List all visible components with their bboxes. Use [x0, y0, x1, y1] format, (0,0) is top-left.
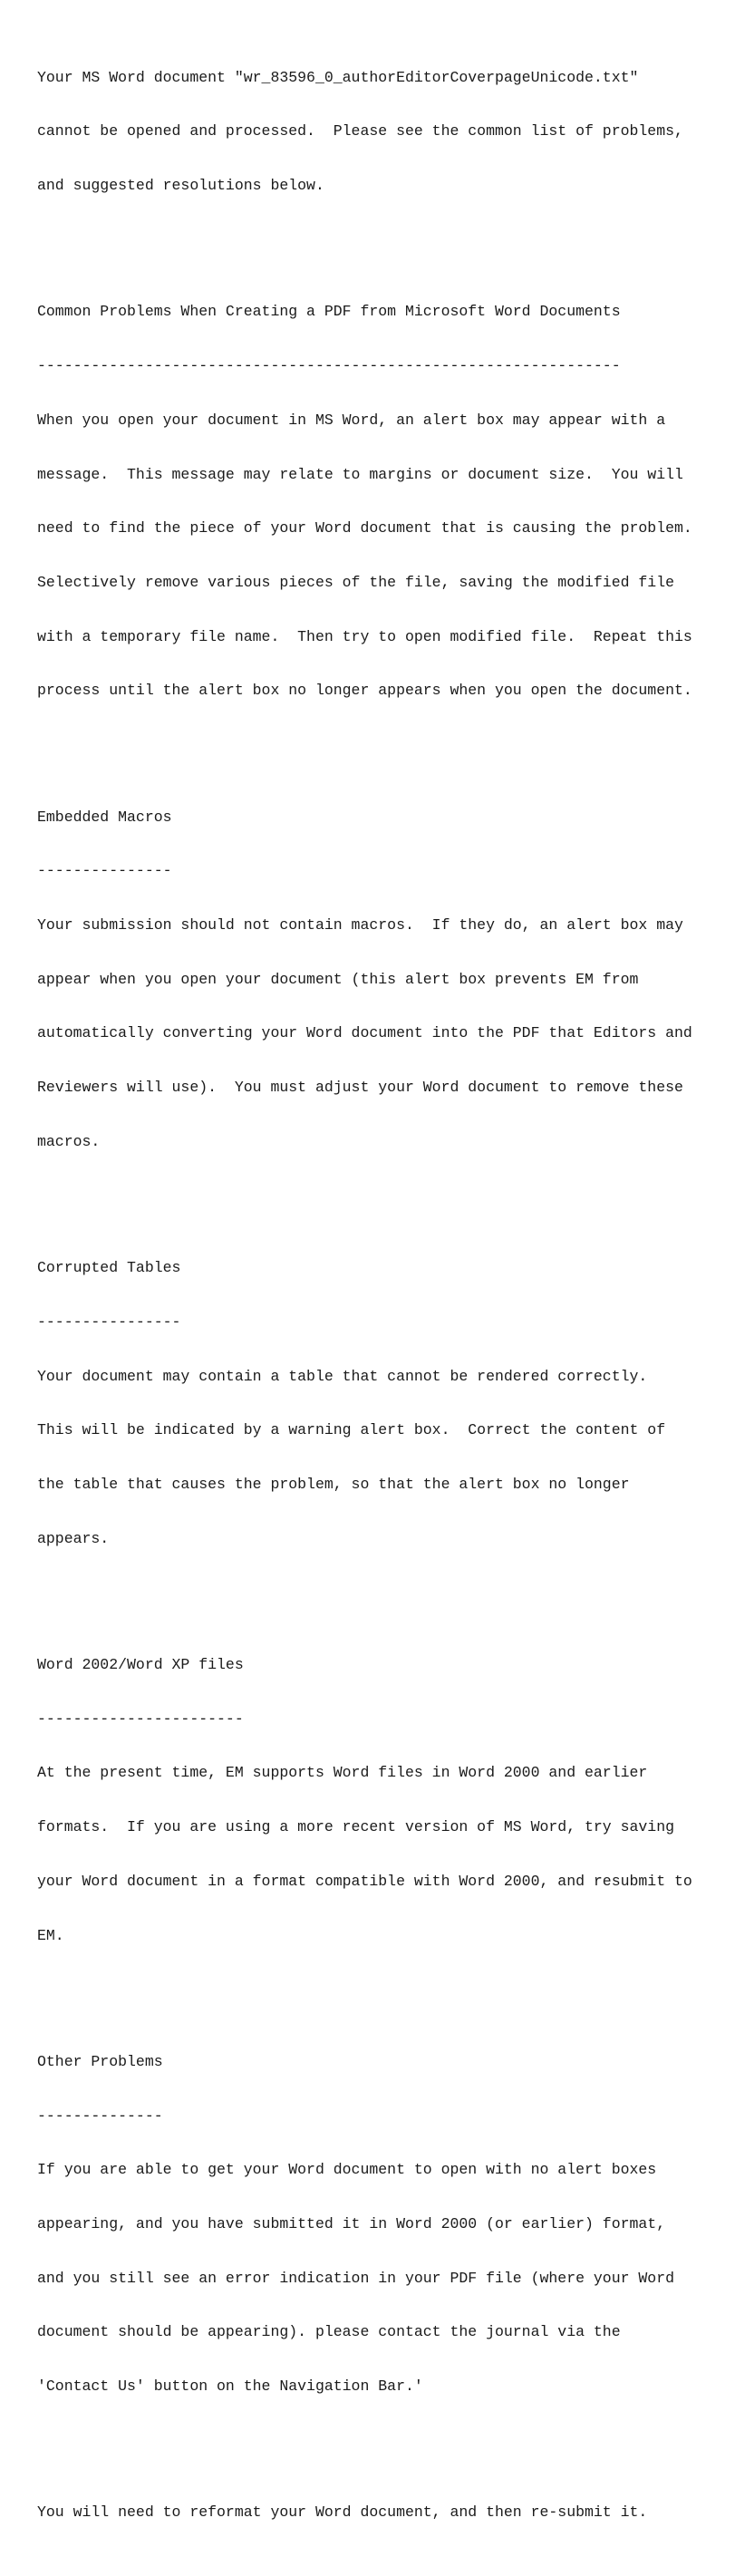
- section-rule: --------------: [37, 2106, 163, 2125]
- intro-line: Your MS Word document "wr_83596_0_authorEditorCoverpageUnicode.txt": [37, 68, 639, 86]
- section-heading: Other Problems: [37, 2052, 163, 2070]
- blank-line: [37, 2432, 692, 2450]
- section-body-line: with a temporary file name. Then try to open modified file. Repeat this: [37, 627, 692, 645]
- section-heading: Embedded Macros: [37, 808, 172, 826]
- section-body-line: EM.: [37, 1926, 64, 1944]
- section-body-line: the table that causes the problem, so that the alert box no longer: [37, 1476, 630, 1494]
- section-body-line: appear when you open your document (this alert box prevents EM from: [37, 970, 639, 988]
- section-body-line: document should be appearing). please contact the journal via the: [37, 2323, 621, 2341]
- section-body-line: your Word document in a format compatible with Word 2000, and resubmit to: [37, 1872, 692, 1890]
- section-heading: Corrupted Tables: [37, 1259, 181, 1277]
- section-body-line: At the present time, EM supports Word files in Word 2000 and earlier: [37, 1764, 648, 1782]
- intro-line: cannot be opened and processed. Please see the common list of problems,: [37, 122, 683, 140]
- section-rule: ---------------: [37, 862, 172, 880]
- section-body-line: 'Contact Us' button on the Navigation Bar.': [37, 2377, 423, 2396]
- section-body-line: Reviewers will use). You must adjust your Word document to remove these: [37, 1079, 683, 1097]
- intro-line: and suggested resolutions below.: [37, 177, 324, 195]
- section-heading: Common Problems When Creating a PDF from Microsoft Word Documents: [37, 303, 621, 321]
- section-body-line: This will be indicated by a warning alert box. Correct the content of: [37, 1421, 666, 1439]
- section-body-line: process until the alert box no longer appears when you open the document.: [37, 682, 692, 700]
- section-body-line: need to find the piece of your Word document that is causing the problem.: [37, 519, 692, 537]
- section-body-line: appears.: [37, 1529, 110, 1547]
- blank-line: [37, 736, 692, 754]
- closing-line: You will need to reformat your Word document, and then re-submit it.: [37, 2503, 648, 2522]
- blank-line: [37, 1980, 692, 1999]
- section-rule: -----------------------: [37, 1709, 244, 1728]
- section-rule: ----------------: [37, 1312, 181, 1331]
- document-text: [37, 15, 692, 2576]
- section-body-line: message. This message may relate to margins or document size. You will: [37, 465, 683, 483]
- section-body-line: and you still see an error indication in your PDF file (where your Word: [37, 2269, 675, 2287]
- blank-line: [37, 231, 692, 249]
- section-body-line: automatically converting your Word document into the PDF that Editors and: [37, 1024, 692, 1042]
- section-body-line: Your submission should not contain macros. If they do, an alert box may: [37, 916, 683, 935]
- section-body-line: macros.: [37, 1132, 101, 1150]
- blank-line: [37, 1187, 692, 1206]
- section-body-line: When you open your document in MS Word, an alert box may appear with a: [37, 411, 666, 429]
- section-body-line: formats. If you are using a more recent version of MS Word, try saving: [37, 1818, 675, 1836]
- blank-line: [37, 1583, 692, 1602]
- section-body-line: appearing, and you have submitted it in Word 2000 (or earlier) format,: [37, 2214, 666, 2232]
- section-body-line: Selectively remove various pieces of the file, saving the modified file: [37, 573, 675, 591]
- section-body-line: Your document may contain a table that cannot be rendered correctly.: [37, 1367, 648, 1385]
- section-heading: Word 2002/Word XP files: [37, 1656, 244, 1674]
- section-rule: -----------------------------------------------------------------: [37, 357, 621, 375]
- section-body-line: If you are able to get your Word document to open with no alert boxes: [37, 2161, 657, 2179]
